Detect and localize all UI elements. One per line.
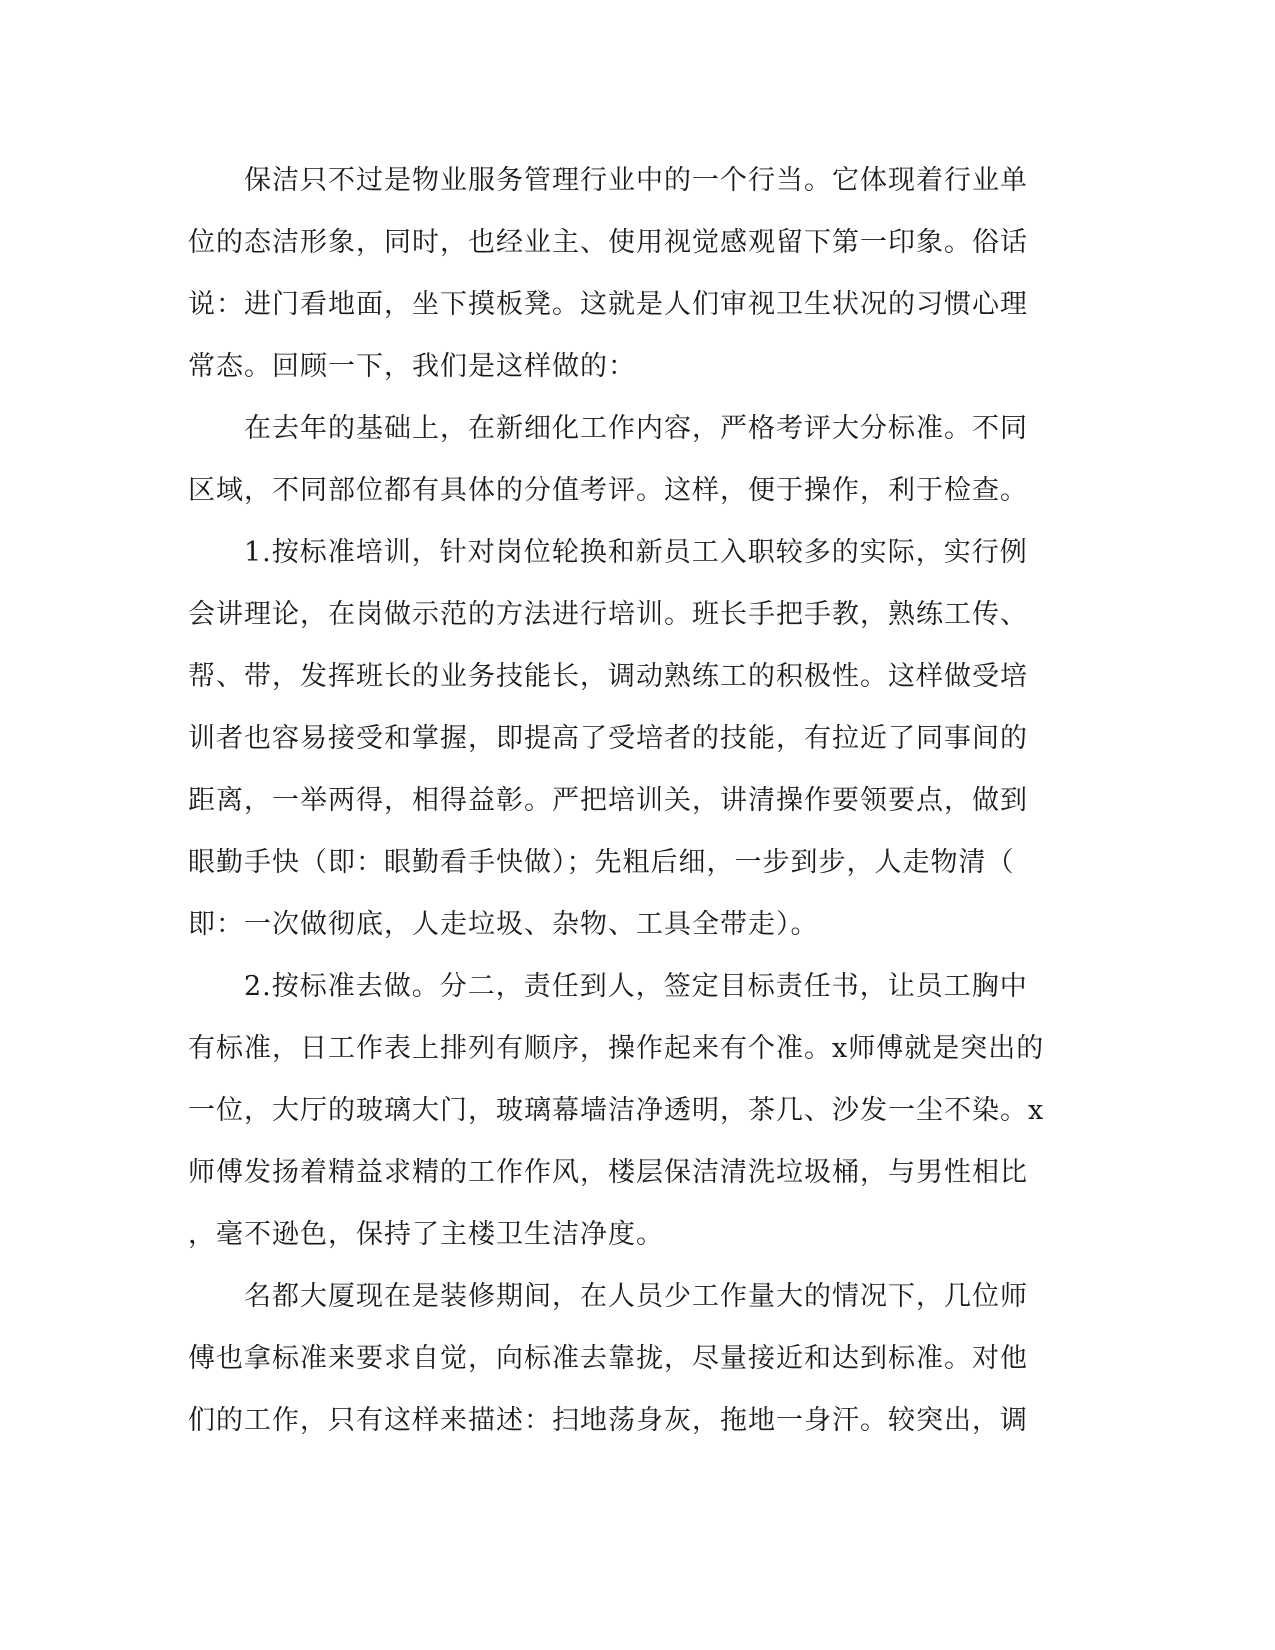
text-line: 眼勤手快（即：眼勤看手快做）；先粗后细，一步到步，人走物清（ — [188, 847, 1015, 878]
text-line: 说：进门看地面，坐下摸板凳。这就是人们审视卫生状况的习惯心理 — [188, 289, 1028, 320]
text-line: 训者也容易接受和掌握，即提高了受培者的技能，有拉近了同事间的 — [188, 723, 1028, 754]
document-body — [188, 150, 1088, 1452]
text-line: 帮、带，发挥班长的业务技能长，调动熟练工的积极性。这样做受培 — [188, 661, 1028, 692]
paragraph-standard — [188, 956, 1088, 1266]
text-line: 常态。回顾一下，我们是这样做的： — [188, 351, 636, 382]
text-line: 会讲理论，在岗做示范的方法进行培训。班长手把手教，熟练工传、 — [188, 599, 1028, 630]
text-line: 即：一次做彻底，人走垃圾、杂物、工具全带走）。 — [188, 909, 819, 940]
paragraph-intro — [188, 150, 1088, 398]
paragraph-training — [188, 522, 1088, 956]
text-line: 距离，一举两得，相得益彰。严把培训关，讲清操作要领要点，做到 — [188, 785, 1028, 816]
text-line: 一位，大厅的玻璃大门，玻璃幕墙洁净透明，茶几、沙发一尘不染。x — [188, 1095, 1045, 1126]
text-line: ，毫不逊色，保持了主楼卫生洁净度。 — [188, 1219, 664, 1250]
paragraph-mingdu — [188, 1266, 1088, 1452]
text-line: 们的工作，只有这样来描述：扫地荡身灰，拖地一身汗。较突出，调 — [188, 1405, 1028, 1436]
text-line: 1.按标准培训，针对岗位轮换和新员工入职较多的实际，实行例 — [188, 537, 1028, 568]
text-line: 在去年的基础上，在新细化工作内容，严格考评大分标准。不同 — [188, 413, 1028, 444]
text-line: 师傅发扬着精益求精的工作作风，楼层保洁清洗垃圾桶，与男性相比 — [188, 1157, 1028, 1188]
text-line: 区域，不同部位都有具体的分值考评。这样，便于操作，利于检查。 — [188, 475, 1028, 506]
text-line: 名都大厦现在是装修期间，在人员少工作量大的情况下，几位师 — [188, 1281, 1028, 1312]
text-line: 有标准，日工作表上排列有顺序，操作起来有个准。x师傅就是突出的 — [188, 1033, 1045, 1064]
text-line: 傅也拿标准来要求自觉，向标准去靠拢，尽量接近和达到标准。对他 — [188, 1343, 1028, 1374]
text-line: 保洁只不过是物业服务管理行业中的一个行当。它体现着行业单 — [188, 165, 1028, 196]
text-line: 位的态洁形象，同时，也经业主、使用视觉感观留下第一印象。俗话 — [188, 227, 1028, 258]
paragraph-basis — [188, 398, 1088, 522]
text-line: 2.按标准去做。分二，责任到人，签定目标责任书，让员工胸中 — [188, 971, 1028, 1002]
